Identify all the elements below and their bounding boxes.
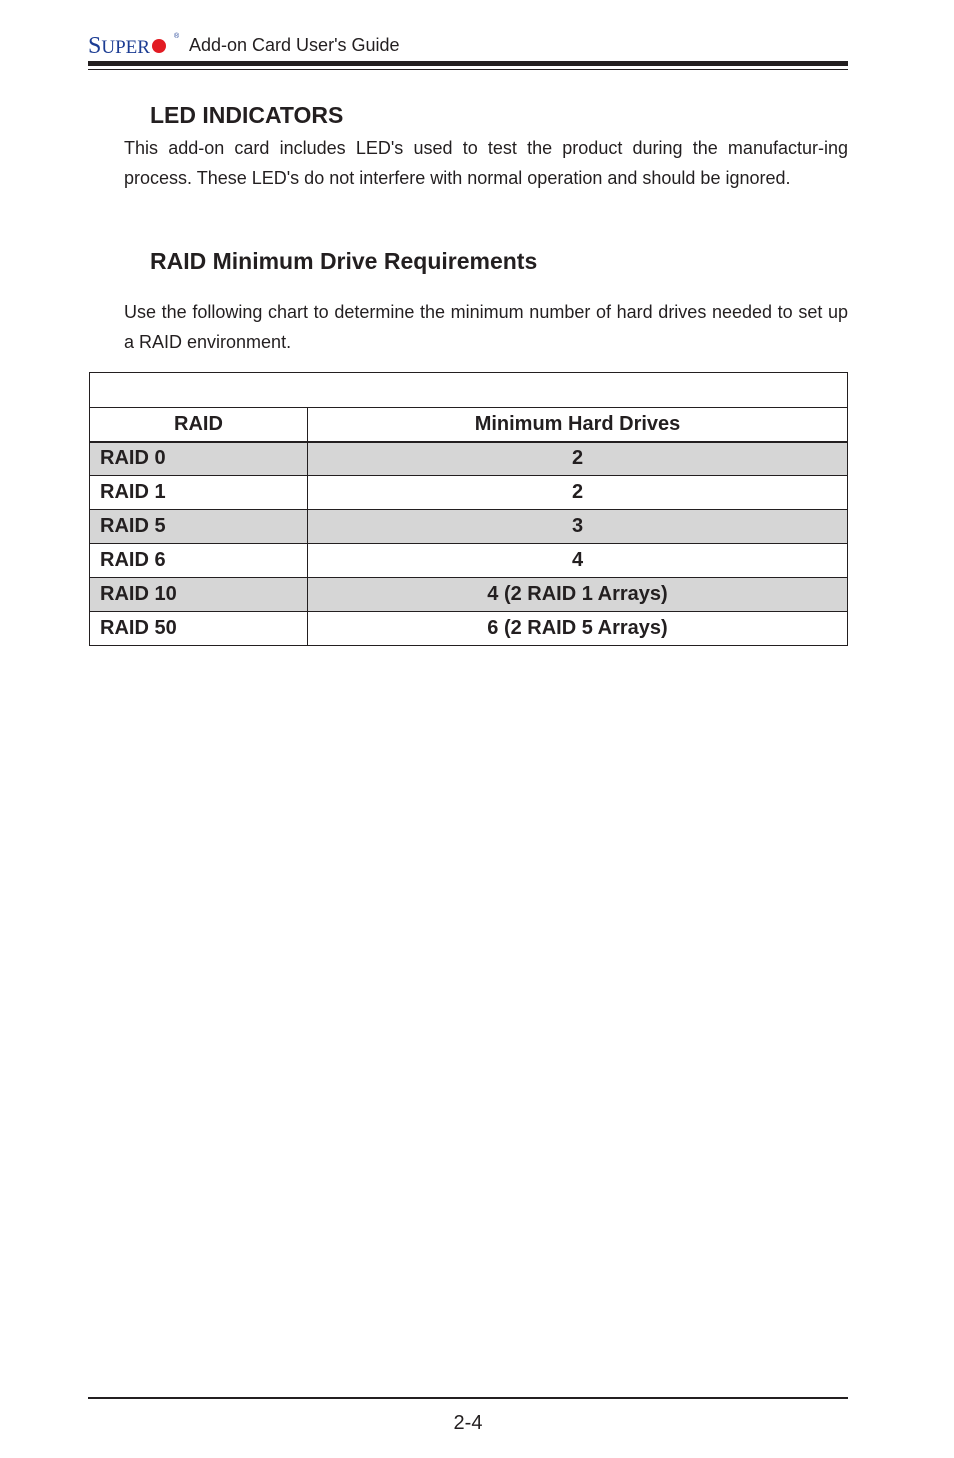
section-paragraph-led: This add-on card includes LED's used to test the product during the manufactur-ing process. These LED's do not interfere with normal operation and should be ignored. xyxy=(124,138,848,188)
section-heading-led: LED INDICATORS xyxy=(150,102,344,128)
raid-level-cell: RAID 50 xyxy=(90,612,308,646)
guide-title: Add-on Card User's Guide xyxy=(189,35,400,55)
table-header-row xyxy=(90,408,848,442)
header-rule-thick xyxy=(88,61,848,66)
table-row xyxy=(90,510,848,544)
table-row xyxy=(90,476,848,510)
min-drives-cell: 2 xyxy=(308,476,848,510)
raid-level-cell: RAID 0 xyxy=(90,442,308,476)
column-header-min-drives: Minimum Hard Drives xyxy=(308,408,848,442)
page-number: 2-4 xyxy=(453,1412,483,1434)
footer-rule xyxy=(88,1397,848,1399)
table-row xyxy=(90,442,848,476)
registered-mark-icon: ® xyxy=(174,33,180,40)
raid-requirements-table xyxy=(89,372,848,646)
raid-level-cell: RAID 5 xyxy=(90,510,308,544)
min-drives-cell: 4 (2 RAID 1 Arrays) xyxy=(308,578,848,612)
table-caption-row xyxy=(90,373,848,408)
page-header xyxy=(88,30,848,60)
raid-level-cell: RAID 10 xyxy=(90,578,308,612)
table-caption xyxy=(90,373,848,408)
table-row xyxy=(90,578,848,612)
logo-red-dot-icon xyxy=(152,39,166,53)
min-drives-cell: 2 xyxy=(308,442,848,476)
supermicro-logo: SUPER xyxy=(88,33,166,61)
raid-level-cell: RAID 1 xyxy=(90,476,308,510)
raid-level-cell: RAID 6 xyxy=(90,544,308,578)
section-heading-raid: RAID Minimum Drive Requirements xyxy=(150,248,538,274)
min-drives-cell: 4 xyxy=(308,544,848,578)
min-drives-cell: 3 xyxy=(308,510,848,544)
table-row xyxy=(90,612,848,646)
min-drives-cell: 6 (2 RAID 5 Arrays) xyxy=(308,612,848,646)
table-row xyxy=(90,544,848,578)
section-paragraph-raid: Use the following chart to determine the minimum number of hard drives needed to set up a RAID environment. xyxy=(124,302,848,352)
column-header-raid: RAID xyxy=(90,408,308,442)
header-rule-thin xyxy=(88,69,848,70)
